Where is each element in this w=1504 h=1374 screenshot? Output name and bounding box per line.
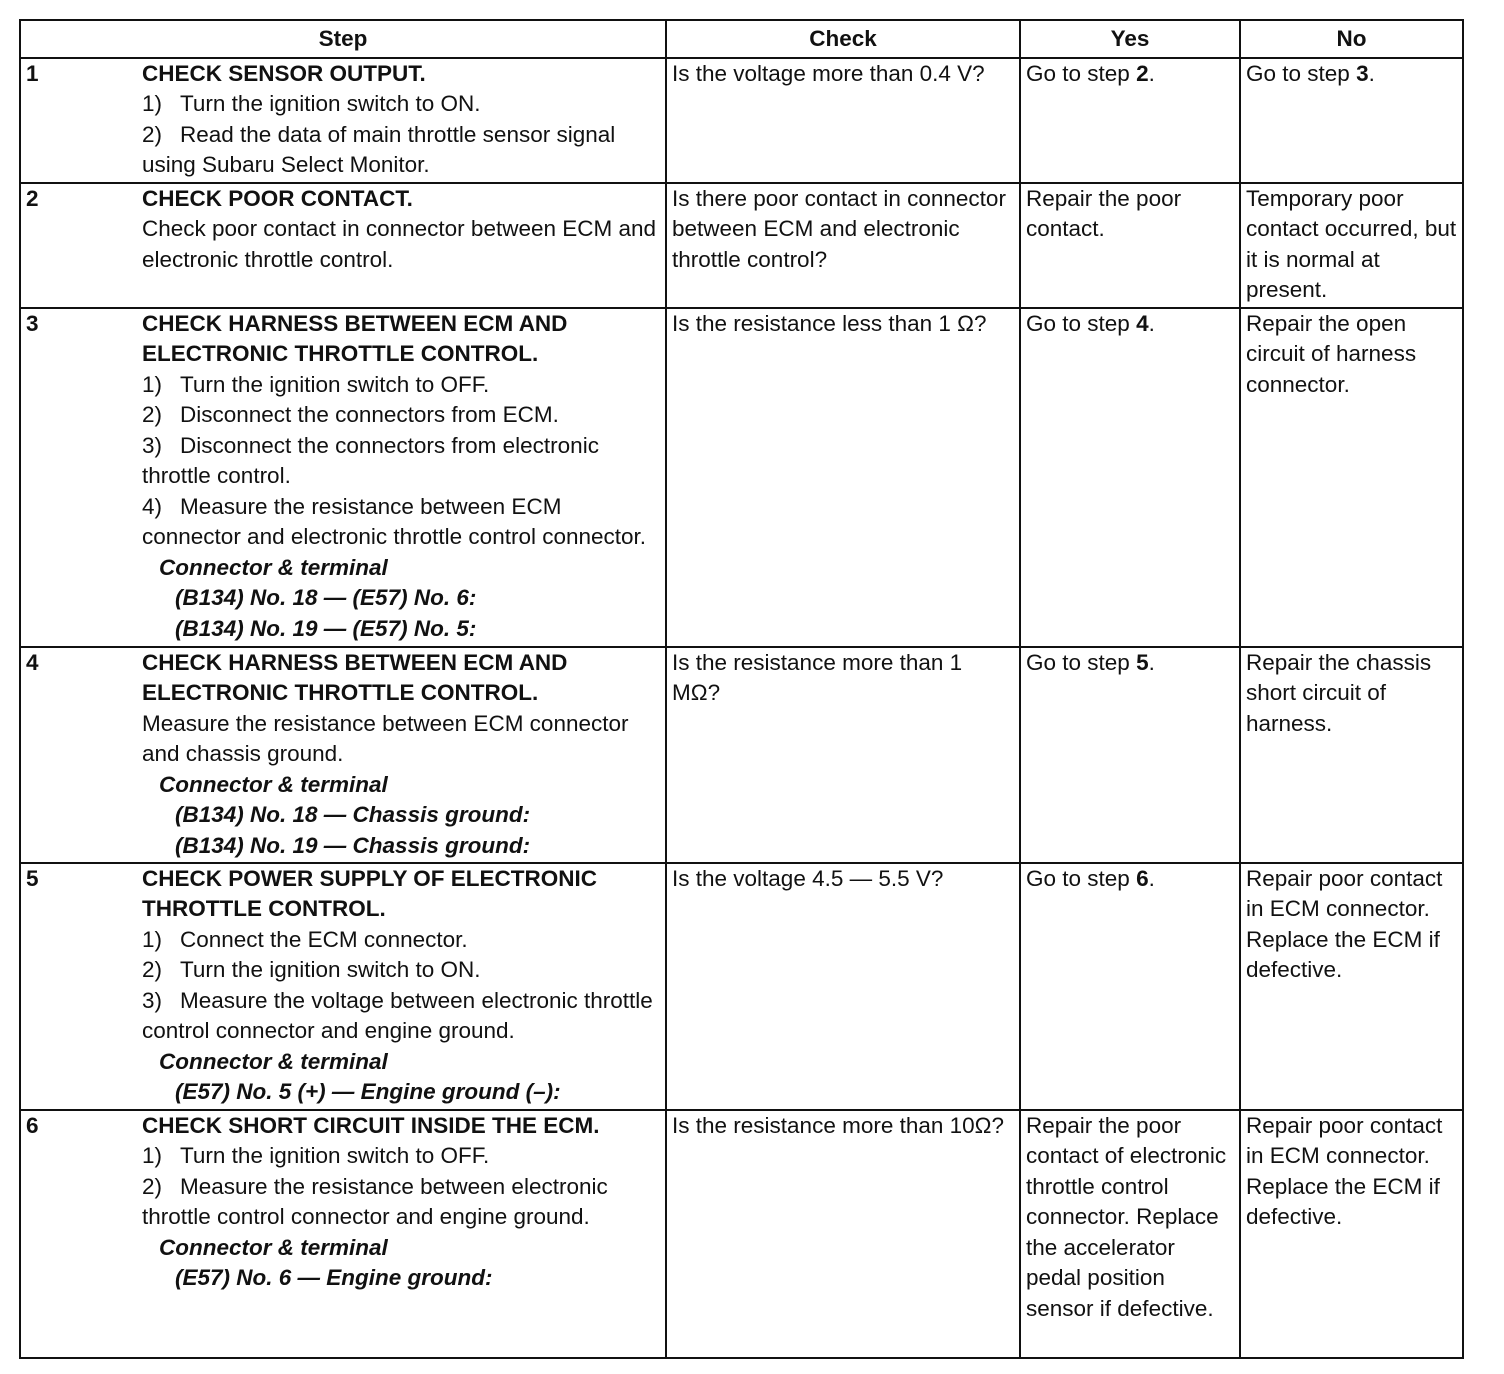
step-number: 5 [26, 865, 39, 891]
no-cell: Temporary poor contact occurred, but it is normal at present. [1240, 183, 1463, 308]
yes-cell: Go to step 2. [1020, 58, 1240, 183]
step-cell [20, 308, 666, 647]
table-row [20, 308, 1463, 647]
table-row [20, 1110, 1463, 1358]
instruction-line: 1) Turn the ignition switch to OFF. [142, 1143, 490, 1168]
instruction-line: 3) Disconnect the connectors from electronic throttle control. [142, 432, 599, 488]
terminal-spec: (B134) No. 19 — (E57) No. 5: [175, 615, 477, 641]
step-text: Check poor contact in connector between ECM and electronic throttle control. [142, 216, 657, 272]
yes-cell: Go to step 4. [1020, 308, 1240, 647]
step-number: 3 [26, 310, 39, 336]
step-number: 1 [26, 60, 39, 86]
table-row [20, 58, 1463, 183]
step-title: CHECK SHORT CIRCUIT INSIDE THE ECM. [142, 1112, 600, 1138]
step-cell [20, 183, 666, 308]
step-title: CHECK HARNESS BETWEEN ECM AND ELECTRONIC THROTTLE CONTROL. [142, 310, 568, 366]
instruction-line: 1) Connect the ECM connector. [142, 926, 468, 952]
yes-cell: Repair the poor contact. [1020, 183, 1240, 308]
no-cell: Go to step 3. [1240, 58, 1463, 183]
step-title: CHECK POOR CONTACT. [142, 185, 413, 211]
step-text: Measure the resistance between ECM connector and chassis ground. [142, 710, 629, 766]
instruction-line: 1) Turn the ignition switch to OFF. [142, 371, 490, 397]
check-cell: Is the voltage more than 0.4 V? [666, 58, 1020, 183]
connector-label: Connector & terminal [159, 1234, 388, 1260]
header-row [20, 20, 1463, 58]
yes-cell: Go to step 6. [1020, 863, 1240, 1110]
header-no: No [1240, 20, 1463, 58]
table-row [20, 183, 1463, 308]
header-check: Check [666, 20, 1020, 58]
no-cell: Repair the chassis short circuit of harness. [1240, 647, 1463, 863]
no-cell: Repair the open circuit of harness connector. [1240, 308, 1463, 647]
step-cell [20, 863, 666, 1110]
step-title: CHECK POWER SUPPLY OF ELECTRONIC THROTTLE CONTROL. [142, 865, 598, 921]
check-cell: Is the resistance less than 1 Ω? [666, 308, 1020, 647]
instruction-line: 4) Measure the resistance between ECM connector and electronic throttle control connector. [142, 493, 647, 549]
step-cell [20, 647, 666, 863]
step-number: 6 [26, 1112, 39, 1138]
instruction-line: 1) Turn the ignition switch to ON. [142, 91, 481, 116]
step-number: 4 [26, 649, 39, 675]
instruction-line: 2) Disconnect the connectors from ECM. [142, 402, 559, 427]
instruction-line: 2) Turn the ignition switch to ON. [142, 957, 481, 982]
terminal-spec: (E57) No. 5 (+) — Engine ground (–): [175, 1079, 561, 1104]
terminal-spec: (B134) No. 18 — (E57) No. 6: [175, 585, 477, 610]
check-cell: Is the resistance more than 10Ω? [666, 1110, 1020, 1358]
connector-label: Connector & terminal [159, 554, 388, 580]
terminal-spec: (E57) No. 6 — Engine ground: [175, 1265, 493, 1290]
check-cell: Is the resistance more than 1 MΩ? [666, 647, 1020, 863]
yes-cell: Repair the poor contact of electronic throttle control connector. Replace the accelerator pedal position sensor if defective. [1020, 1110, 1240, 1358]
step-cell [20, 58, 666, 183]
step-title: CHECK HARNESS BETWEEN ECM AND ELECTRONIC THROTTLE CONTROL. [142, 649, 568, 705]
table-row [20, 863, 1463, 1110]
connector-label: Connector & terminal [159, 1048, 388, 1074]
terminal-spec: (B134) No. 19 — Chassis ground: [175, 832, 531, 858]
terminal-spec: (B134) No. 18 — Chassis ground: [175, 802, 531, 827]
check-cell: Is the voltage 4.5 — 5.5 V? [666, 863, 1020, 1110]
connector-label: Connector & terminal [159, 771, 388, 797]
instruction-line: 3) Measure the voltage between electronic throttle control connector and engine ground. [142, 987, 653, 1043]
instruction-line: 2) Read the data of main throttle sensor signal using Subaru Select Monitor. [142, 121, 616, 177]
header-step: Step [20, 20, 666, 58]
step-title: CHECK SENSOR OUTPUT. [142, 60, 426, 86]
step-number: 2 [26, 185, 39, 211]
header-yes: Yes [1020, 20, 1240, 58]
yes-cell: Go to step 5. [1020, 647, 1240, 863]
instruction-line: 2) Measure the resistance between electronic throttle control connector and engine ground. [142, 1173, 608, 1229]
no-cell: Repair poor contact in ECM connector. Replace the ECM if defective. [1240, 863, 1463, 1110]
check-cell: Is there poor contact in connector between ECM and electronic throttle control? [666, 183, 1020, 308]
no-cell: Repair poor contact in ECM connector. Replace the ECM if defective. [1240, 1110, 1463, 1358]
step-cell [20, 1110, 666, 1358]
table-row [20, 647, 1463, 863]
diagnostic-table [19, 19, 1464, 1359]
